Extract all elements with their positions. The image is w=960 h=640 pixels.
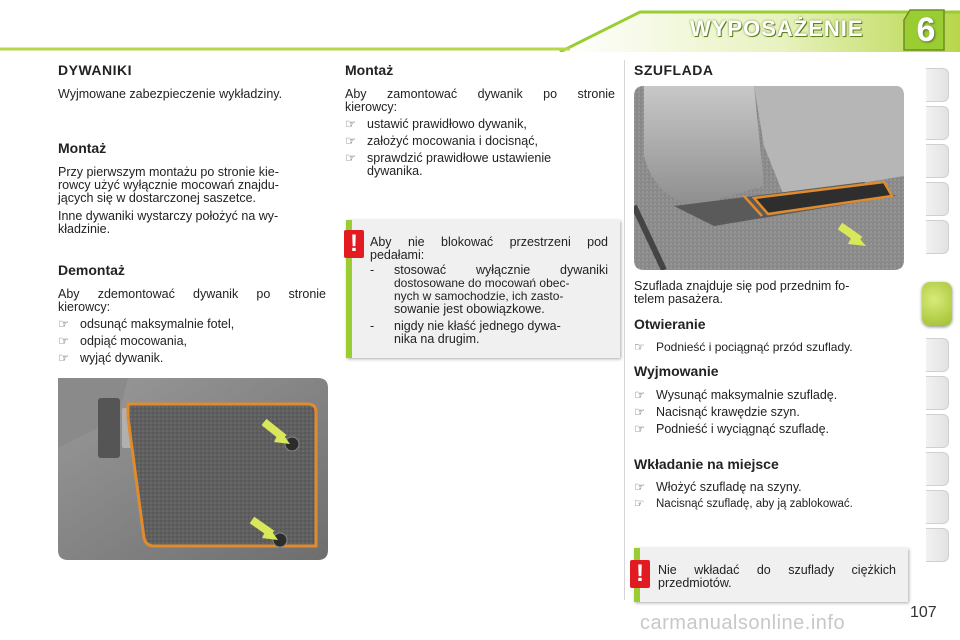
pointing-finger-icon: ☞ <box>634 498 645 510</box>
heading-wkladanie: Wkładanie na miejsce <box>634 456 779 472</box>
list-item: ☞ Podnieść i pociągnąć przód szuflady. <box>634 340 853 354</box>
pointing-finger-icon: ☞ <box>634 340 645 354</box>
pointing-finger-icon: ☞ <box>634 405 646 419</box>
warning-pedals-text: Aby nie blokować przestrzeni pod pedałami: - stosować wyłącznie dywaniki dostosowane do mocowań obec- nych w samochodzie, ich zasto- sowanie jest obowiązkowe. - nigdy nie kłaść jednego dywa- nika na drugim. <box>370 235 608 346</box>
demontaz-bullets <box>58 318 326 365</box>
floor-mat-image <box>58 378 328 560</box>
list-item: ☞ wyjąć dywanik. <box>58 351 164 365</box>
pointing-finger-icon: ☞ <box>345 117 357 131</box>
exclamation-warning-icon: ! <box>344 230 364 258</box>
list-item: ☞ odsunąć maksymalnie fotel, <box>58 317 235 331</box>
list-item-continuation: dywanika. <box>367 164 423 178</box>
column-divider <box>624 60 625 600</box>
pointing-finger-icon: ☞ <box>634 480 646 494</box>
list-item: ☞ sprawdzić prawidłowe ustawienie <box>345 151 552 165</box>
list-item: ☞ odpiąć mocowania, <box>58 334 188 348</box>
warning-item: - nigdy nie kłaść jednego dywa- nika na drugim. <box>370 319 561 346</box>
montaz-2-bullets <box>345 118 615 178</box>
list-item: ☞ Nacisnąć szufladę, aby ją zablokować. <box>634 498 853 510</box>
chapter-tab[interactable] <box>926 182 949 216</box>
heading-montaz-2: Montaż <box>345 62 394 78</box>
montaz-2-text: Aby zamontować dywanik po stronie kierowcy: <box>345 87 615 114</box>
pointing-finger-icon: ☞ <box>345 151 357 165</box>
chapter-tab[interactable] <box>926 68 949 102</box>
section-title-dywaniki: DYWANIKI <box>58 62 132 78</box>
chapter-tab[interactable] <box>926 144 949 178</box>
chapter-tab-active[interactable] <box>922 282 952 326</box>
otwieranie-bullets <box>634 341 914 354</box>
drawer-image <box>634 86 904 270</box>
heading-demontaz: Demontaż <box>58 262 125 278</box>
dywaniki-intro: Wyjmowane zabezpieczenie wykładziny. <box>58 87 283 101</box>
chapter-tab[interactable] <box>926 376 949 410</box>
heading-otwieranie: Otwieranie <box>634 316 706 332</box>
warning-item: - stosować wyłącznie dywaniki dostosowane do mocowań obec- nych w samochodzie, ich zasto- sowanie jest obowiązkowe. <box>370 263 608 316</box>
chapter-tab[interactable] <box>926 452 949 486</box>
pointing-finger-icon: ☞ <box>345 134 357 148</box>
chapter-tab[interactable] <box>926 220 949 254</box>
list-item: ☞ założyć mocowania i docisnąć, <box>345 134 538 148</box>
pointing-finger-icon: ☞ <box>634 422 646 436</box>
heading-montaz-1: Montaż <box>58 140 107 156</box>
chapter-number: 6 <box>916 11 936 49</box>
pointing-finger-icon: ☞ <box>58 334 70 348</box>
page-title: WYPOSAŻENIE <box>690 16 864 41</box>
page-number: 107 <box>910 604 937 621</box>
montaz-1-text: Przy pierwszym montażu po stronie kie- rowcy użyć wyłącznie mocowań znajdu- jących się w dostarczonej saszetce. Inne dywaniki wystarczy położyć na wy- kładzinie. <box>58 165 279 236</box>
exclamation-warning-icon: ! <box>630 560 650 588</box>
chapter-tab[interactable] <box>926 338 949 372</box>
list-item: ☞ ustawić prawidłowo dywanik, <box>345 117 527 131</box>
wyjmowanie-bullets <box>634 389 914 436</box>
list-item: ☞ Wysunąć maksymalnie szufladę. <box>634 388 838 402</box>
chapter-tab[interactable] <box>926 414 949 448</box>
chapter-tab[interactable] <box>926 528 949 562</box>
list-item: ☞ Nacisnąć krawędzie szyn. <box>634 405 800 419</box>
szuflada-intro: Szuflada znajduje się pod przednim fo- telem pasażera. <box>634 279 850 306</box>
watermark: carmanualsonline.info <box>640 612 846 634</box>
wkladanie-bullets <box>634 481 924 511</box>
demontaz-text: Aby zdemontować dywanik po stronie kierowcy: <box>58 287 326 314</box>
heading-wyjmowanie: Wyjmowanie <box>634 363 719 379</box>
list-item: ☞ Włożyć szufladę na szyny. <box>634 480 802 494</box>
list-item: ☞ Podnieść i wyciągnąć szufladę. <box>634 422 830 436</box>
pointing-finger-icon: ☞ <box>634 388 646 402</box>
section-title-szuflada: SZUFLADA <box>634 62 714 78</box>
chapter-tab[interactable] <box>926 490 949 524</box>
chapter-tabs <box>926 68 956 578</box>
warning-drawer-text: Nie wkładać do szuflady ciężkich przedmiotów. <box>658 563 896 590</box>
pointing-finger-icon: ☞ <box>58 351 70 365</box>
chapter-tab[interactable] <box>926 106 949 140</box>
pointing-finger-icon: ☞ <box>58 317 70 331</box>
